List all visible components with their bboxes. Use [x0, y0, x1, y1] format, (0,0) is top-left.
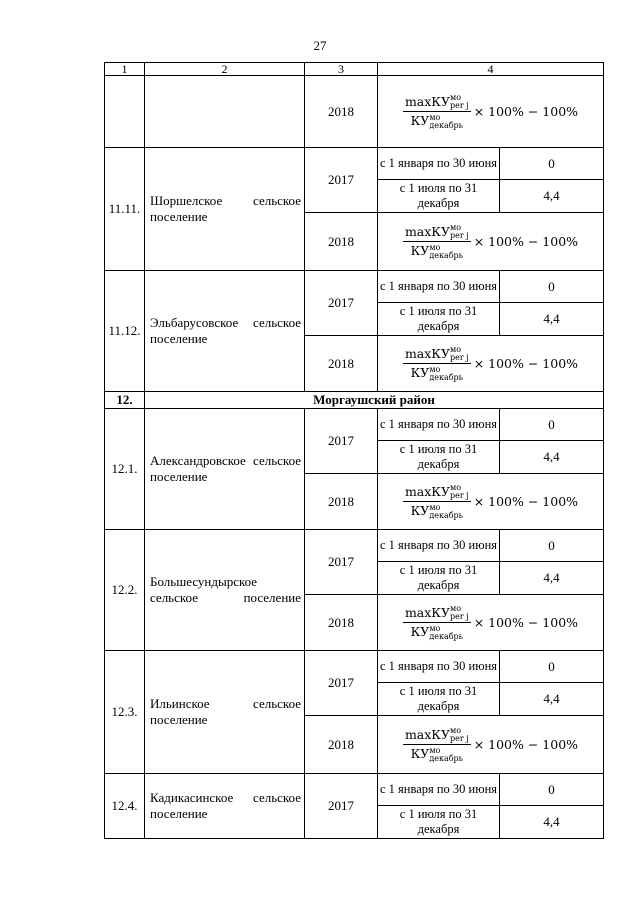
numerator-indices: [450, 224, 469, 240]
row-number: 11.12.: [105, 271, 145, 392]
settlement-name: [145, 148, 305, 271]
year-cell: 2018: [305, 213, 378, 271]
formula-tail: × 100% − 100%: [473, 493, 579, 509]
year-cell: 2017: [305, 774, 378, 839]
denominator-main: КУ: [410, 624, 430, 639]
section-row: [105, 392, 604, 409]
formula-cell: [378, 213, 604, 271]
numerator-sub: per j: [450, 231, 469, 240]
year-cell: 2018: [305, 474, 378, 530]
formula-fraction: [403, 94, 471, 130]
formula-numerator: [403, 727, 471, 746]
numerator-main: maxКУ: [404, 223, 450, 239]
table-header-row: [105, 63, 604, 76]
denominator-indices: [429, 747, 463, 763]
denominator-main: КУ: [410, 243, 430, 258]
numerator-sub: per j: [450, 612, 469, 621]
settlement-name: [145, 774, 305, 839]
tariff-growth-formula: [403, 224, 578, 260]
row-number-cell: [105, 76, 145, 148]
formula-tail: × 100% − 100%: [473, 355, 579, 371]
table-row: [105, 271, 604, 303]
numerator-indices: [450, 484, 469, 500]
value-cell: 4,4: [500, 180, 604, 213]
value-cell: 0: [500, 271, 604, 303]
section-number: 12.: [105, 392, 145, 409]
denominator-sup: мо: [429, 112, 441, 122]
year-cell: 2018: [305, 336, 378, 392]
value-cell: 4,4: [500, 441, 604, 474]
row-name-cell: [145, 76, 305, 148]
tariff-growth-formula: [403, 346, 578, 382]
value-cell: 4,4: [500, 303, 604, 336]
formula-cell: [378, 595, 604, 651]
period-cell: с 1 января по 30 июня: [378, 774, 500, 806]
period-cell: с 1 января по 30 июня: [378, 271, 500, 303]
row-number: 12.1.: [105, 409, 145, 530]
table-row: [105, 651, 604, 683]
denominator-sub: декабрь: [429, 510, 464, 520]
row-number: 12.3.: [105, 651, 145, 774]
denominator-sub: декабрь: [429, 372, 464, 382]
numerator-indices: [450, 727, 469, 743]
denominator-sub: декабрь: [429, 753, 464, 763]
row-number: 11.11.: [105, 148, 145, 271]
formula-numerator: [403, 484, 471, 503]
period-cell: с 1 января по 30 июня: [378, 148, 500, 180]
formula-numerator: [403, 605, 471, 624]
formula-denominator: [409, 623, 465, 641]
tariff-growth-formula: [403, 727, 578, 763]
period-cell: с 1 июля по 31 декабря: [378, 441, 500, 474]
numerator-sub: per j: [450, 101, 469, 110]
numerator-sub: per j: [450, 491, 469, 500]
formula-tail: × 100% − 100%: [473, 736, 579, 752]
tariff-table: [104, 62, 604, 839]
numerator-sup: мо: [450, 726, 462, 735]
value-cell: 0: [500, 530, 604, 562]
header-col-1: 1: [105, 63, 145, 76]
denominator-indices: [429, 366, 463, 382]
period-cell: с 1 июля по 31 декабря: [378, 303, 500, 336]
settlement-name-text: Эльбарусовское сельское поселение: [150, 315, 301, 346]
numerator-indices: [450, 346, 469, 362]
denominator-sup: мо: [429, 745, 441, 755]
table-row: [105, 76, 604, 148]
denominator-sup: мо: [429, 364, 441, 374]
denominator-indices: [429, 504, 463, 520]
settlement-name: [145, 409, 305, 530]
row-number: 12.4.: [105, 774, 145, 839]
year-cell: 2017: [305, 148, 378, 213]
settlement-name-text: Шоршелское сельское поселение: [150, 193, 301, 224]
settlement-name-text: Александровское сельское поселение: [150, 453, 301, 484]
denominator-sub: декабрь: [429, 631, 464, 641]
tariff-growth-formula: [403, 484, 578, 520]
year-cell: 2017: [305, 651, 378, 716]
denominator-indices: [429, 114, 463, 130]
year-cell: 2017: [305, 409, 378, 474]
table-row: [105, 409, 604, 441]
formula-cell: [378, 336, 604, 392]
settlement-name-text: Кадикасинское сельское поселение: [150, 790, 301, 821]
denominator-sub: декабрь: [429, 120, 464, 130]
header-col-2: 2: [145, 63, 305, 76]
settlement-name: [145, 530, 305, 651]
numerator-indices: [450, 605, 469, 621]
numerator-indices: [450, 94, 469, 110]
period-cell: с 1 июля по 31 декабря: [378, 180, 500, 213]
period-cell: с 1 июля по 31 декабря: [378, 683, 500, 716]
settlement-name: [145, 651, 305, 774]
period-cell: с 1 января по 30 июня: [378, 530, 500, 562]
formula-tail: × 100% − 100%: [473, 233, 579, 249]
year-cell: 2017: [305, 530, 378, 595]
denominator-sup: мо: [429, 623, 441, 633]
row-number: 12.2.: [105, 530, 145, 651]
value-cell: 0: [500, 148, 604, 180]
formula-tail: × 100% − 100%: [473, 103, 579, 119]
formula-denominator: [409, 112, 465, 130]
formula-denominator: [409, 242, 465, 260]
numerator-sup: мо: [450, 345, 462, 354]
period-cell: с 1 июля по 31 декабря: [378, 562, 500, 595]
tariff-growth-formula: [403, 605, 578, 641]
numerator-main: maxКУ: [404, 604, 450, 620]
settlement-name-text: Большесундырское сельское поселение: [150, 574, 301, 605]
denominator-sup: мо: [429, 242, 441, 252]
year-cell: 2018: [305, 76, 378, 148]
formula-tail: × 100% − 100%: [473, 614, 579, 630]
year-cell: 2018: [305, 595, 378, 651]
formula-fraction: [403, 224, 471, 260]
formula-fraction: [403, 484, 471, 520]
tariff-growth-formula: [403, 94, 578, 130]
denominator-indices: [429, 244, 463, 260]
header-col-3: 3: [305, 63, 378, 76]
section-title: Моргаушский район: [145, 392, 604, 409]
formula-numerator: [403, 94, 471, 113]
numerator-main: maxКУ: [404, 93, 450, 109]
formula-cell: [378, 474, 604, 530]
numerator-sup: мо: [450, 223, 462, 232]
formula-cell: [378, 76, 604, 148]
formula-denominator: [409, 745, 465, 763]
value-cell: 0: [500, 774, 604, 806]
settlement-name: [145, 271, 305, 392]
value-cell: 0: [500, 651, 604, 683]
formula-denominator: [409, 502, 465, 520]
formula-fraction: [403, 346, 471, 382]
value-cell: 4,4: [500, 683, 604, 716]
period-cell: с 1 января по 30 июня: [378, 651, 500, 683]
formula-denominator: [409, 364, 465, 382]
formula-numerator: [403, 346, 471, 365]
numerator-sub: per j: [450, 353, 469, 362]
value-cell: 4,4: [500, 562, 604, 595]
period-cell: с 1 января по 30 июня: [378, 409, 500, 441]
formula-cell: [378, 716, 604, 774]
value-cell: 4,4: [500, 806, 604, 839]
numerator-sup: мо: [450, 483, 462, 492]
denominator-main: КУ: [410, 113, 430, 128]
numerator-sub: per j: [450, 734, 469, 743]
numerator-sup: мо: [450, 93, 462, 102]
denominator-main: КУ: [410, 365, 430, 380]
table-row: [105, 148, 604, 180]
formula-fraction: [403, 727, 471, 763]
denominator-sub: декабрь: [429, 250, 464, 260]
denominator-indices: [429, 625, 463, 641]
formula-fraction: [403, 605, 471, 641]
numerator-sup: мо: [450, 604, 462, 613]
value-cell: 0: [500, 409, 604, 441]
formula-numerator: [403, 224, 471, 243]
year-cell: 2017: [305, 271, 378, 336]
table-row: [105, 530, 604, 562]
denominator-main: КУ: [410, 746, 430, 761]
numerator-main: maxКУ: [404, 345, 450, 361]
table-row: [105, 774, 604, 806]
numerator-main: maxКУ: [404, 483, 450, 499]
period-cell: с 1 июля по 31 декабря: [378, 806, 500, 839]
denominator-main: КУ: [410, 503, 430, 518]
page-number: 27: [313, 38, 327, 53]
year-cell: 2018: [305, 716, 378, 774]
settlement-name-text: Ильинское сельское поселение: [150, 696, 301, 727]
header-col-4: 4: [378, 63, 604, 76]
numerator-main: maxКУ: [404, 726, 450, 742]
denominator-sup: мо: [429, 502, 441, 512]
